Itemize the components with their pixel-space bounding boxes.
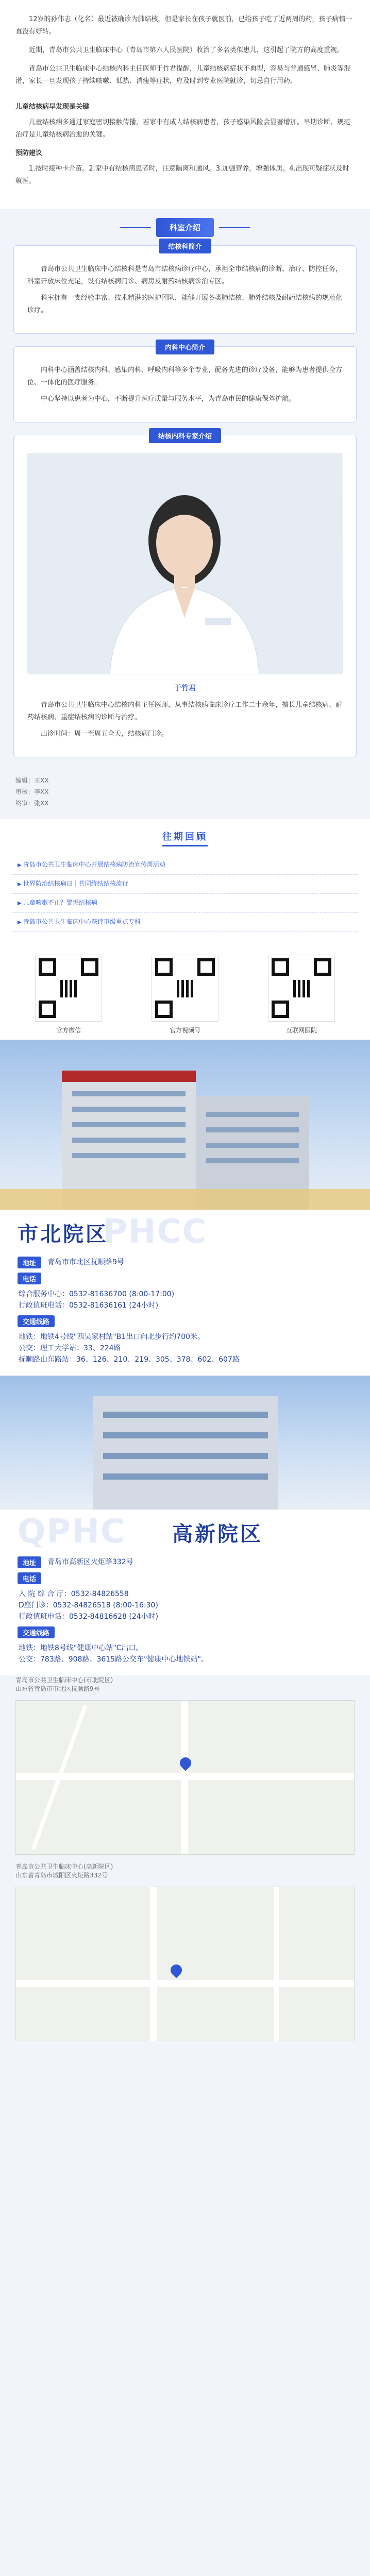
- map-pin-icon[interactable]: [168, 1962, 184, 1978]
- dept-card: [13, 245, 357, 334]
- map-subcaption: 山东省青岛市城阳区火炬路332号: [15, 1872, 108, 1879]
- phone-value: D座门诊：0532-84826518 (8:00-16:30): [19, 1601, 158, 1609]
- phone-label: 电话: [18, 1273, 41, 1284]
- phone-label: 电话: [18, 1572, 41, 1584]
- building-illustration: [0, 1376, 370, 1510]
- card-tab: 内科中心简介: [156, 340, 214, 354]
- card-paragraph: 青岛市公共卫生临床中心结核内科主任医师，从事结核病临床诊疗工作二十余年，擅长儿童结核病、耐药结核病、重症结核病的诊断与治疗。: [27, 701, 343, 721]
- qr-video: [149, 955, 221, 1035]
- phone-value: 行政值班电话：0532-84816628 (24小时): [19, 1613, 159, 1621]
- building-image: [0, 1376, 370, 1510]
- intro-paragraph: 1.按时接种卡介苗。2.家中有结核病患者时，注意隔离和通风。3.加强营养，增强体质。4.出现可疑症状及时就医。: [15, 165, 349, 185]
- building-image: [0, 1040, 370, 1210]
- card-paragraph: 青岛市公共卫生临床中心结核科是青岛市结核病诊疗中心，承担全市结核病的诊断、治疗、防控任务，科室开放床位充足，设有结核病门诊、病房及耐药结核病诊治专区。: [27, 265, 343, 285]
- qr-hospital: [265, 955, 338, 1035]
- qr-code-icon: [152, 955, 218, 1022]
- map-caption: 青岛市公共卫生临床中心(高新院区): [15, 1863, 113, 1870]
- doctor-card: [13, 435, 357, 757]
- map-pin-icon[interactable]: [177, 1755, 193, 1771]
- related-link[interactable]: ▶ 青岛市公共卫生临床中心开展结核病防治宣传周活动: [12, 856, 358, 875]
- address-value: 青岛市市北区抚顺路9号: [47, 1258, 124, 1266]
- address-label: 地址: [18, 1556, 41, 1568]
- card-paragraph: 中心坚持以患者为中心，不断提升医疗质量与服务水平，为青岛市民的健康保驾护航。: [41, 395, 296, 403]
- campus-info: [0, 1247, 370, 1365]
- campus-name: 高新院区: [172, 1522, 263, 1546]
- qr-wechat: [32, 955, 105, 1035]
- credit-line: 终审：张XX: [15, 800, 49, 807]
- related-title: 往期回顾: [162, 829, 208, 846]
- related-link[interactable]: ▶ 世界防治结核病日｜共同终结结核流行: [12, 875, 358, 894]
- qr-caption: 官方微信: [56, 1027, 81, 1034]
- traffic-bus: 公交：783路、908路、3615路公交车"健康中心地铁站"。: [19, 1655, 208, 1664]
- campus-gaoxin: [0, 1376, 370, 1675]
- campus-info: [0, 1547, 370, 1665]
- traffic-metro: 地铁：地铁8号线"健康中心站"C出口。: [19, 1644, 143, 1652]
- intro-heading: 预防建议: [15, 149, 43, 157]
- campus-title: [0, 1210, 370, 1251]
- card-tab: 结核内科专家介绍: [149, 428, 221, 443]
- phone-value: 入 院 综 合 厅：0532-84826558: [19, 1590, 129, 1598]
- campus-title: [0, 1510, 370, 1551]
- qr-row: [0, 942, 370, 1040]
- address-value: 青岛市高新区火炬路332号: [47, 1558, 133, 1566]
- map-caption: 青岛市公共卫生临床中心(市北院区): [15, 1676, 113, 1684]
- related-links: [0, 852, 370, 942]
- intro-paragraph: 儿童结核病多通过家庭密切接触传播，若家中有成人结核病患者，孩子感染风险会显著增加。早期诊断、规范治疗是儿童结核病治愈的关键。: [15, 118, 351, 139]
- qr-code-icon: [35, 955, 102, 1022]
- credits: [0, 770, 370, 819]
- related-header: [0, 819, 370, 852]
- credit-line: 编辑：王XX: [15, 777, 49, 784]
- section-title: 科室介绍: [156, 218, 214, 237]
- qr-code-icon: [268, 955, 335, 1022]
- map-gaoxin[interactable]: [15, 1887, 355, 2041]
- article-intro: [0, 0, 370, 209]
- phone-value: 综合服务中心：0532-81636700 (8:00-17:00): [19, 1290, 175, 1298]
- card-paragraph: 科室拥有一支经验丰富、技术精湛的医护团队，能够开展各类肺结核、肺外结核及耐药结核病的规范化诊疗。: [27, 294, 343, 314]
- traffic-bus: 公交：理工大学站：33、224路: [19, 1344, 121, 1352]
- intro-heading: 儿童结核病早发现是关键: [15, 103, 90, 111]
- address-label: 地址: [18, 1257, 41, 1268]
- traffic-label: 交通线路: [18, 1626, 55, 1638]
- card-tab: 结核科简介: [159, 239, 211, 253]
- campus-north: [0, 1040, 370, 1376]
- traffic-label: 交通线路: [18, 1315, 55, 1327]
- qr-caption: 官方视频号: [169, 1027, 200, 1034]
- credit-line: 审核：李XX: [15, 788, 49, 795]
- building-illustration: [0, 1040, 370, 1210]
- dept2-card: [13, 346, 357, 422]
- card-paragraph: 出诊时间：周一至周五全天，结核病门诊。: [41, 730, 169, 738]
- map-subcaption: 山东省青岛市市北区抚顺路9号: [15, 1685, 100, 1692]
- related-link[interactable]: ▶ 儿童咳嗽不止？警惕结核病: [12, 894, 358, 913]
- intro-paragraph: 青岛市公共卫生临床中心结核内科主任医师于竹君提醒，儿童结核病症状不典型，容易与普通感冒、肺炎等混淆，家长一旦发现孩子持续咳嗽、低热、消瘦等症状，应及时到专业医院就诊，切忌自行用药。: [15, 65, 351, 85]
- map-north[interactable]: [15, 1700, 355, 1855]
- campus-watermark: QPHC: [18, 1513, 126, 1551]
- intro-paragraph: 近期，青岛市公共卫生临床中心（青岛市第六人民医院）收治了多名类似患儿，这引起了院方的高度重视。: [29, 46, 344, 54]
- doctor-illustration: [27, 453, 342, 674]
- doctor-photo: [27, 453, 343, 674]
- traffic-metro: 地铁：地铁4号线"西吴家村站"B1出口向北步行约700米。: [19, 1333, 205, 1341]
- phone-value: 行政值班电话：0532-81636161 (24小时): [19, 1301, 159, 1310]
- card-paragraph: 内科中心涵盖结核内科、感染内科、呼吸内科等多个专业，配备先进的诊疗设备，能够为患者提供全方位、一体化的医疗服务。: [27, 366, 343, 386]
- campus-watermark: PHCC: [103, 1213, 208, 1251]
- qr-caption: 互联网医院: [285, 1027, 317, 1034]
- intro-paragraph: 12岁的孙伟志（化名）最近被确诊为肺结核，但是家长在孩子就医前，已给孩子吃了近两周的药，孩子病情一直没有好转。: [15, 15, 352, 36]
- traffic-bus: 抚顺路山东路站：36、126、210、219、305、378、602、607路: [19, 1355, 240, 1364]
- campus-name: 市北院区: [18, 1223, 108, 1246]
- doctor-name: 于竹君: [174, 684, 196, 692]
- related-link[interactable]: ▶ 青岛市公共卫生临床中心获评市级重点专科: [12, 913, 358, 932]
